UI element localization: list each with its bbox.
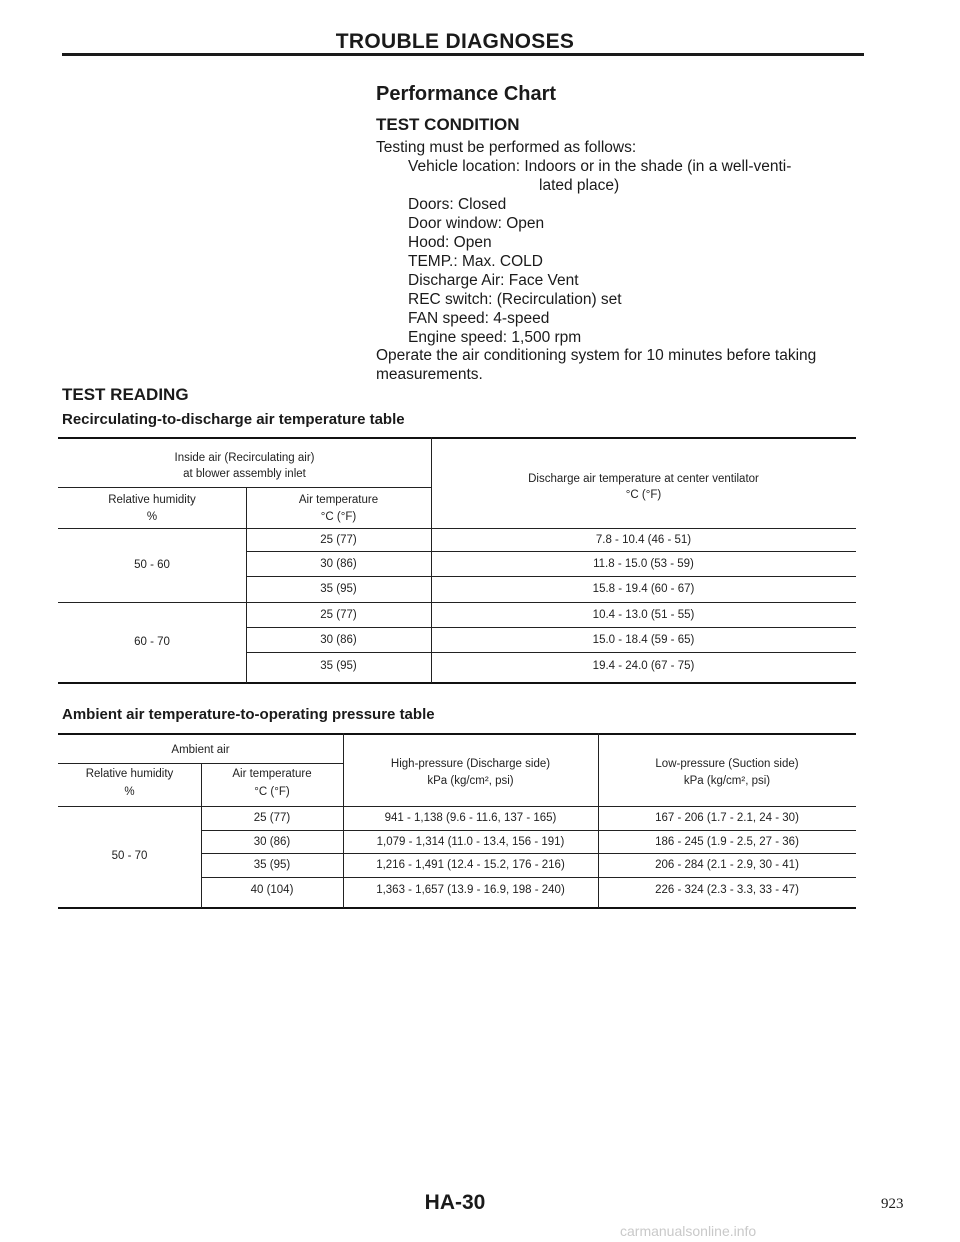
col-header-air-temp-unit: °C (°F) — [320, 511, 357, 523]
high-pressure-cell: 1,363 - 1,657 (13.9 - 16.9, 198 - 240) — [376, 884, 565, 896]
section-title: Performance Chart — [376, 83, 557, 105]
page-header-title: TROUBLE DIAGNOSES — [335, 30, 575, 53]
group-header-line1: Inside air (Recirculating air) — [174, 452, 315, 464]
col-header-high-pressure-unit: kPa (kg/cm², psi) — [427, 775, 514, 787]
test-reading-heading: TEST READING — [62, 385, 189, 404]
col-header-air-temp: Air temperature — [298, 494, 379, 506]
col-header-humidity-unit: % — [146, 511, 158, 523]
humidity-cell: 50 - 70 — [111, 850, 148, 862]
air-temp-cell: 25 (77) — [320, 609, 357, 621]
condition-item: TEMP.: Max. COLD — [408, 253, 543, 270]
low-pressure-cell: 226 - 324 (2.3 - 3.3, 33 - 47) — [655, 884, 799, 896]
discharge-cell: 7.8 - 10.4 (46 - 51) — [595, 534, 692, 546]
table1-caption: Recirculating-to-discharge air temperature table — [62, 411, 405, 428]
condition-item: Hood: Open — [408, 234, 492, 251]
low-pressure-cell: 167 - 206 (1.7 - 2.1, 24 - 30) — [655, 812, 799, 824]
air-temp-cell: 35 (95) — [320, 660, 357, 672]
col-header-humidity-unit: % — [124, 786, 135, 798]
air-temp-cell: 30 (86) — [320, 558, 357, 570]
table2-caption: Ambient air temperature-to-operating pressure table — [62, 706, 435, 723]
col-header-low-pressure: Low-pressure (Suction side) — [655, 758, 799, 770]
discharge-cell: 19.4 - 24.0 (67 - 75) — [592, 660, 695, 672]
air-temp-cell: 35 (95) — [253, 859, 291, 871]
high-pressure-cell: 1,216 - 1,491 (12.4 - 15.2, 176 - 216) — [376, 859, 565, 871]
group-header-line2: at blower assembly inlet — [183, 468, 306, 480]
air-temp-cell: 25 (77) — [253, 812, 291, 824]
test-condition-closing: Operate the air conditioning system for 10 minutes before taking measurements. — [376, 347, 817, 383]
condition-item: Door window: Open — [408, 215, 545, 232]
page-code: HA-30 — [424, 1191, 486, 1214]
humidity-cell: 50 - 60 — [134, 559, 170, 571]
condition-item: Discharge Air: Face Vent — [408, 272, 579, 289]
air-temp-cell: 25 (77) — [320, 534, 357, 546]
condition-item-continued: lated place) — [539, 177, 620, 194]
group-header-ambient: Ambient air — [171, 744, 230, 756]
discharge-cell: 15.0 - 18.4 (59 - 65) — [592, 634, 695, 646]
air-temp-cell: 35 (95) — [320, 583, 357, 595]
condition-item: FAN speed: 4-speed — [408, 310, 550, 327]
air-temp-cell: 30 (86) — [253, 836, 291, 848]
high-pressure-cell: 1,079 - 1,314 (11.0 - 13.4, 156 - 191) — [376, 836, 565, 848]
col-header-discharge-unit: °C (°F) — [625, 489, 662, 501]
col-header-humidity: Relative humidity — [85, 768, 174, 780]
discharge-cell: 10.4 - 13.0 (51 - 55) — [592, 609, 695, 621]
humidity-cell: 60 - 70 — [134, 636, 170, 648]
discharge-cell: 15.8 - 19.4 (60 - 67) — [592, 583, 695, 595]
air-temp-cell: 30 (86) — [320, 634, 357, 646]
watermark: carmanualsonline.info — [620, 1223, 757, 1239]
high-pressure-cell: 941 - 1,138 (9.6 - 11.6, 137 - 165) — [384, 812, 557, 824]
condition-item: Engine speed: 1,500 rpm — [408, 329, 582, 346]
col-header-low-pressure-unit: kPa (kg/cm², psi) — [683, 775, 771, 787]
col-header-high-pressure: High-pressure (Discharge side) — [390, 758, 551, 770]
col-header-air-temp-unit: °C (°F) — [254, 786, 290, 798]
low-pressure-cell: 206 - 284 (2.1 - 2.9, 30 - 41) — [655, 859, 799, 871]
condition-item: Vehicle location: Indoors or in the shade (in a well-venti- — [408, 158, 792, 175]
air-temp-cell: 40 (104) — [250, 884, 294, 896]
condition-item: Doors: Closed — [408, 196, 507, 213]
col-header-air-temp: Air temperature — [232, 768, 312, 780]
discharge-cell: 11.8 - 15.0 (53 - 59) — [593, 558, 694, 570]
low-pressure-cell: 186 - 245 (1.9 - 2.5, 27 - 36) — [655, 836, 799, 848]
test-condition-heading: TEST CONDITION — [376, 115, 520, 134]
col-header-humidity: Relative humidity — [108, 494, 196, 506]
test-condition-intro: Testing must be performed as follows: — [376, 139, 637, 156]
col-header-discharge: Discharge air temperature at center ventilator — [528, 473, 759, 485]
page-number: 923 — [881, 1196, 904, 1212]
condition-item: REC switch: (Recirculation) set — [408, 291, 622, 308]
